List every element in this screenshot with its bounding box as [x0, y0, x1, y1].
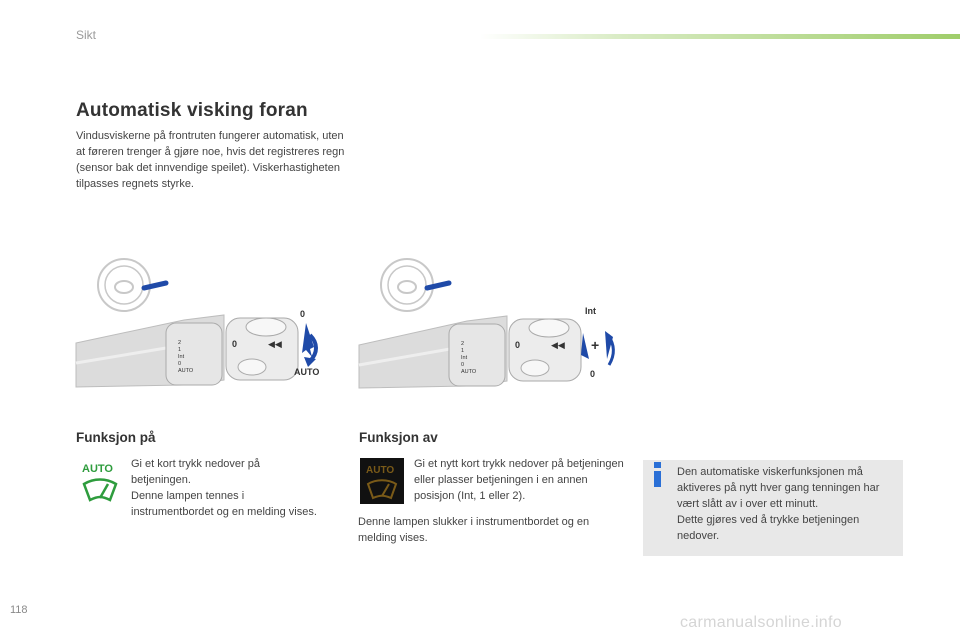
- page-title: Automatisk visking foran: [76, 100, 308, 121]
- section-title: Sikt: [76, 28, 97, 42]
- stalk-pos-1: 1: [178, 347, 182, 353]
- function-off-note: Denne lampen slukker i instrumentbordet og en melding vises.: [358, 516, 590, 544]
- stalk-pos-0: 0: [178, 361, 182, 367]
- page-number: 118: [10, 604, 28, 616]
- function-on-text-1: Gi et kort trykk nedover på betjeningen.: [131, 458, 260, 486]
- label-0: 0: [590, 369, 596, 379]
- info-text-2: Dette gjøres ved å trykke betjeningen nedover.: [677, 514, 860, 542]
- wiper-stalk-illustration-on: [74, 255, 334, 395]
- auto-wiper-lamp-icon: [80, 460, 120, 504]
- svg-text:AUTO: AUTO: [461, 369, 477, 375]
- intro-text: Vindusviskerne på frontruten fungerer automatisk, uten at føreren trenger å gjøre noe, hvis det registreres regn (sensor bak det innvendige speilet). Viskerhastigheten tilpasses regnets styrke.: [76, 130, 345, 190]
- svg-text:0: 0: [515, 340, 521, 350]
- function-off-heading: Funksjon av: [359, 430, 438, 445]
- label-0: 0: [300, 309, 306, 319]
- svg-text:+: +: [591, 337, 600, 353]
- svg-text:AUTO: AUTO: [82, 463, 113, 475]
- info-icon: [652, 462, 664, 488]
- svg-text:2: 2: [461, 341, 465, 347]
- info-text: [677, 464, 895, 544]
- svg-text:Int: Int: [461, 355, 468, 361]
- stalk-pos-2: 2: [178, 340, 182, 346]
- watermark: carmanualsonline.info: [680, 614, 842, 631]
- info-text-1: Den automatiske viskerfunksjonen må aktiveres på nytt hver gang tenningen har vært slått av i over ett minutt.: [677, 466, 880, 510]
- label-auto: AUTO: [294, 367, 320, 377]
- svg-text:AUTO: AUTO: [366, 465, 395, 476]
- wiper-stalk-illustration-off: [357, 255, 627, 395]
- stalk-pos-auto: AUTO: [178, 368, 194, 374]
- svg-text:0: 0: [461, 362, 465, 368]
- function-on-text-2: Denne lampen tennes i instrumentbordet og en melding vises.: [131, 490, 317, 518]
- function-on-heading: Funksjon på: [76, 430, 156, 445]
- svg-text:◀◀: ◀◀: [551, 340, 565, 350]
- function-off-description: Gi et nytt kort trykk nedover på betjeningen eller plasser betjeningen i en annen posisjon (Int, 1 eller 2).: [414, 458, 624, 502]
- svg-text:◀◀: ◀◀: [268, 339, 282, 349]
- svg-text:1: 1: [461, 348, 465, 354]
- auto-wiper-lamp-off-icon: [360, 458, 404, 504]
- svg-text:0: 0: [232, 339, 238, 349]
- label-int: Int: [585, 306, 596, 316]
- function-on-description: [131, 456, 321, 520]
- steering-wheel-icon: [98, 259, 150, 311]
- stalk-pos-int: Int: [178, 354, 185, 360]
- steering-wheel-icon: [381, 259, 433, 311]
- header-accent-bar: [480, 34, 960, 39]
